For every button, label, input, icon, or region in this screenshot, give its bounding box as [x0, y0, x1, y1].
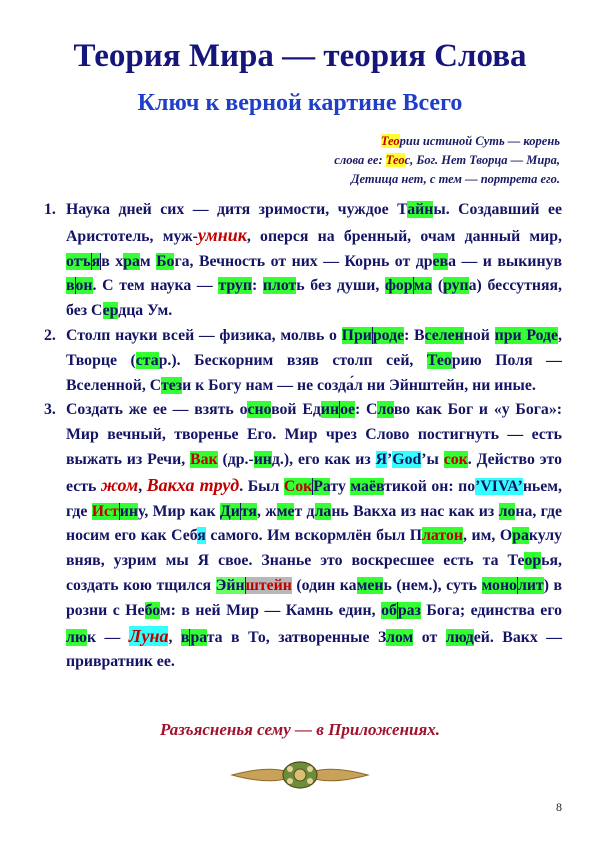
- text-segment: м: [139, 252, 157, 270]
- text-segment: Тео: [380, 134, 400, 148]
- text-segment: ёв: [368, 477, 385, 495]
- text-segment: Я: [375, 450, 388, 468]
- epigraph-line: [260, 132, 560, 151]
- text-segment: Вак: [190, 450, 218, 468]
- epigraph-line: Детища нет, с тем — портрета его.: [350, 172, 560, 186]
- text-segment: раз: [397, 601, 421, 619]
- text-segment: ин: [119, 502, 138, 520]
- list-item: [44, 198, 562, 324]
- text-segment: тру: [218, 277, 243, 295]
- text-segment: Бога; единства его: [420, 601, 562, 619]
- text-segment: , Творце (: [66, 326, 562, 369]
- text-segment: Тео: [385, 153, 405, 167]
- text-segment: Сок: [283, 477, 313, 495]
- text-segment: дца Ум.: [118, 302, 173, 320]
- text-segment: ер: [102, 302, 119, 320]
- text-segment: ей. Вакх — привратник ее.: [66, 628, 562, 671]
- text-segment: ло: [377, 401, 394, 419]
- text-segment: ь без души,: [296, 277, 385, 295]
- list-number: 2.: [44, 326, 56, 344]
- text-segment: д.), его как из: [271, 450, 376, 468]
- text-segment: :: [251, 277, 263, 295]
- text-segment: в: [180, 628, 190, 646]
- list-number: 1.: [44, 201, 56, 218]
- text-segment: я: [91, 252, 101, 270]
- text-segment: лит: [517, 576, 544, 594]
- text-segment: , им, О: [462, 527, 513, 545]
- text-segment: ра: [190, 628, 207, 646]
- text-segment: вой Ед: [271, 401, 321, 419]
- text-segment: ла: [314, 502, 332, 520]
- text-segment: При: [341, 326, 372, 344]
- text-segment: тя: [240, 502, 257, 520]
- text-segment: на, где носим его как Себ: [66, 502, 562, 545]
- text-segment: ма: [413, 277, 433, 295]
- page-subtitle: Ключ к верной картине Всего: [137, 90, 463, 116]
- text-segment: селен: [424, 326, 464, 344]
- text-segment: Эйн: [215, 576, 245, 594]
- text-segment: ь (нем.), суть: [383, 576, 482, 594]
- text-segment: Столп науки всей — физика, молвь о: [66, 326, 342, 344]
- text-segment: ,: [168, 628, 181, 646]
- text-segment: плот: [262, 277, 297, 295]
- text-segment: умник: [197, 224, 247, 245]
- epigraph: [260, 132, 560, 189]
- text-segment: ) в розни с Не: [66, 576, 563, 619]
- text-segment: самого. Им вскормлён был П: [205, 527, 423, 545]
- text-segment: ин: [253, 450, 272, 468]
- text-segment: (др.-: [217, 450, 254, 468]
- text-segment: во как Бог и «у Бога»: Мир вечный, творенье Его. Мир чрез Слово постигнуть — есть выжать из Речи,: [66, 401, 562, 468]
- text-segment: ’ы: [421, 450, 444, 468]
- text-segment: ор: [524, 552, 542, 570]
- text-segment: он: [75, 277, 93, 295]
- text-segment: ин: [320, 401, 340, 419]
- text-segment: ньем, где: [66, 477, 562, 520]
- text-segment: слова ее:: [334, 153, 386, 167]
- page-number: 8: [556, 800, 562, 814]
- text-segment: : С: [354, 401, 378, 419]
- text-segment: к —: [86, 628, 129, 646]
- appendix-note: Разъясненья сему — в Приложениях.: [160, 720, 440, 739]
- text-segment: м: в ней Мир — Камнь един,: [159, 601, 382, 619]
- text-segment: отъ: [66, 252, 91, 270]
- text-segment: п: [242, 277, 252, 295]
- text-segment: роде: [372, 326, 405, 344]
- text-segment: рию Поля — Вселенной, С: [66, 351, 562, 394]
- text-segment: ма: [350, 477, 369, 495]
- text-segment: ья, создать кою тщился: [66, 552, 562, 594]
- text-segment: Вакха труд: [146, 474, 240, 495]
- text-segment: (: [432, 277, 444, 295]
- text-segment: сно: [247, 401, 272, 419]
- text-segment: га, Вечность от них — Корнь от др: [174, 252, 433, 270]
- text-segment: р.). Бескорним взяв столп сей,: [158, 351, 427, 369]
- text-segment: айн: [407, 201, 434, 218]
- text-segment: . Действо это есть: [66, 450, 563, 495]
- text-segment: руп: [443, 277, 469, 295]
- numbered-list: [44, 198, 562, 675]
- text-segment: (один ка: [291, 576, 357, 594]
- text-segment: тикой он: по: [384, 477, 476, 495]
- text-segment: ме: [276, 502, 295, 520]
- text-segment: т д: [294, 502, 315, 520]
- text-segment: Луна: [128, 625, 169, 646]
- text-segment: ной: [463, 326, 495, 344]
- text-segment: ы. Создавший ее Аристотель, муж-: [66, 201, 562, 245]
- text-segment: ’: [387, 450, 393, 468]
- text-segment: и к Богу нам — не созда́л ни Эйнштейн, ни иные.: [182, 376, 536, 394]
- text-segment: у, Мир как: [138, 502, 220, 520]
- text-segment: Тео: [426, 351, 452, 369]
- text-segment: с, Бог. Нет Творца — Мира,: [404, 153, 560, 167]
- text-segment: люд: [445, 628, 474, 646]
- text-segment: я: [197, 527, 206, 545]
- text-segment: , оперся на бренный, очам данный мир,: [246, 227, 562, 245]
- text-segment: лом: [386, 628, 414, 646]
- text-segment: Ра: [313, 477, 331, 495]
- text-segment: лю: [66, 628, 87, 646]
- list-number: 3.: [44, 401, 56, 419]
- text-segment: кулу вняв, узрим мы Я свое. Знанье это воскресшее есть та Те: [66, 527, 562, 570]
- text-segment: : В: [404, 326, 425, 344]
- text-segment: ое: [340, 401, 355, 419]
- text-segment: от: [413, 628, 446, 646]
- text-segment: Наука дней сих — дитя зримости, чуждое Т: [66, 201, 408, 218]
- list-item: [44, 324, 562, 398]
- text-segment: ра: [123, 252, 140, 270]
- text-segment: штейн: [245, 576, 292, 594]
- text-segment: ло: [498, 502, 516, 520]
- text-segment: фор: [384, 277, 413, 295]
- text-segment: ев: [432, 252, 449, 270]
- text-segment: при Роде: [494, 326, 559, 344]
- epigraph-line: [260, 151, 560, 170]
- text-segment: Ист: [91, 502, 119, 520]
- text-segment: Ди: [219, 502, 240, 520]
- text-segment: а) бессутняя, без С: [66, 277, 562, 320]
- text-segment: та в То, затворенные З: [206, 628, 387, 646]
- text-segment: жом: [100, 474, 139, 495]
- text-segment: нь Вакха из нас как из: [331, 502, 499, 520]
- text-segment: , ж: [256, 502, 277, 520]
- page-title: Теория Мира — теория Слова: [73, 38, 527, 74]
- text-segment: сок: [443, 450, 468, 468]
- text-segment: Создать же ее — взять о: [66, 401, 248, 419]
- text-segment: об: [381, 601, 397, 619]
- text-segment: в: [66, 277, 75, 295]
- text-segment: рии истиной Суть — корень: [399, 134, 560, 148]
- text-segment: бо: [144, 601, 160, 619]
- text-segment: . С тем наука —: [92, 277, 219, 295]
- text-segment: тез: [160, 376, 183, 394]
- text-segment: моно: [481, 576, 517, 594]
- text-segment: Бо: [156, 252, 175, 270]
- text-segment: латон: [422, 527, 463, 545]
- text-segment: . Был: [239, 477, 284, 495]
- text-segment: ра: [512, 527, 529, 545]
- text-segment: а — и выкинув: [448, 252, 562, 270]
- text-segment: в х: [101, 252, 124, 270]
- text-segment: ,: [138, 477, 147, 495]
- list-item: [44, 398, 562, 675]
- text-segment: мен: [356, 576, 384, 594]
- text-segment: ту: [330, 477, 351, 495]
- text-segment: ста: [135, 351, 159, 369]
- ornament-divider-icon: [230, 758, 370, 792]
- text-segment: God: [392, 450, 422, 468]
- text-segment: ’VIVA’: [475, 477, 523, 495]
